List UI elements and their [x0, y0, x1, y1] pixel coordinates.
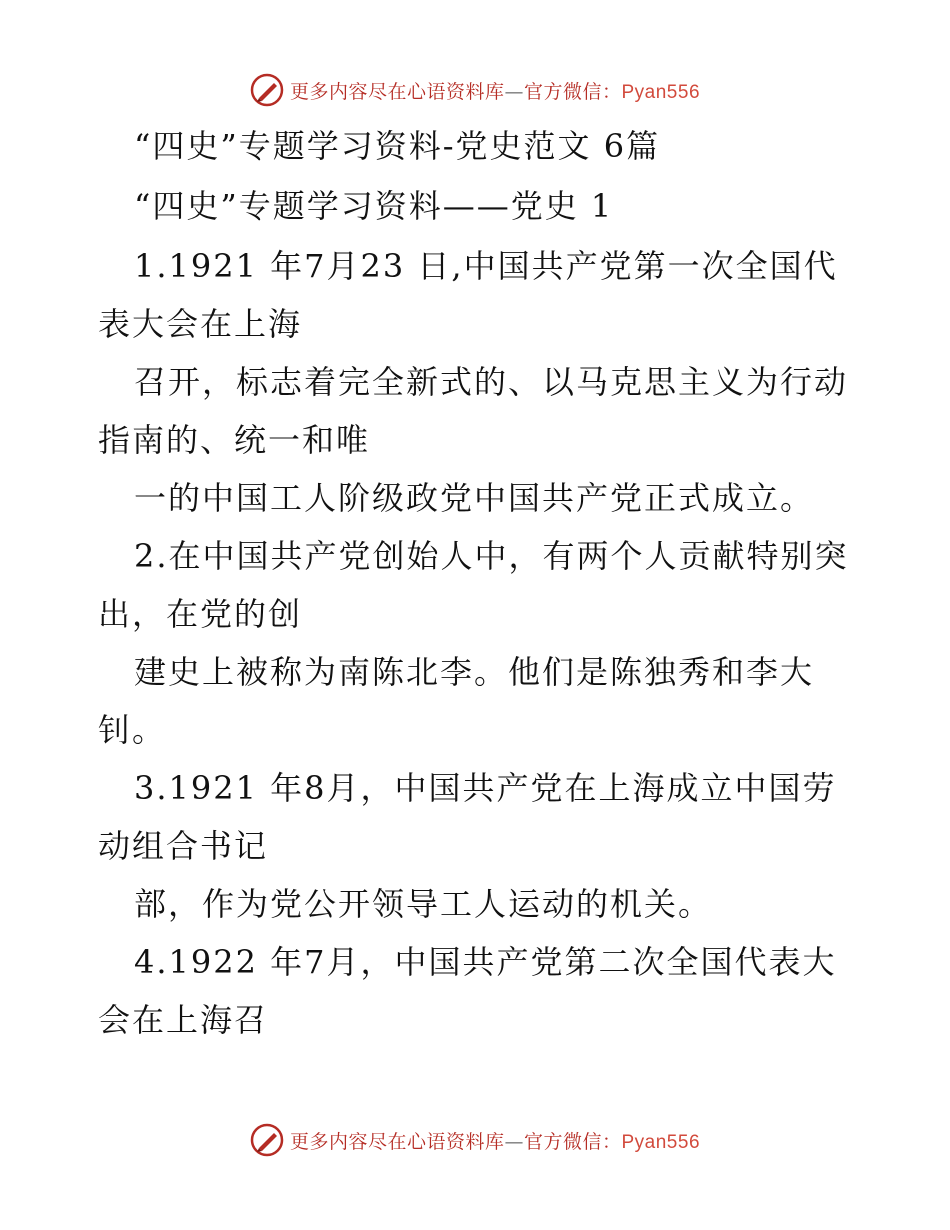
- document-subtitle: “四史”专题学习资料——党史 1: [134, 187, 614, 225]
- paragraph-line: 表大会在上海: [98, 305, 303, 343]
- red-pen-seal-icon: [250, 1123, 284, 1157]
- paragraph-line: 4.1922 年7月，中国共产党第二次全国代表大: [134, 943, 837, 981]
- paragraph-line: 出，在党的创: [98, 595, 303, 633]
- document-title: “四史”专题学习资料-党史范文 6篇: [134, 127, 661, 165]
- paragraph-line: 一的中国工人阶级政党中国共产党正式成立。: [134, 479, 815, 517]
- banner-text: 更多内容尽在心语资料库—官方微信：Pyan556: [289, 1130, 701, 1153]
- paragraph-line: 建史上被称为南陈北李。他们是陈独秀和李大: [134, 653, 815, 691]
- paragraph-line: 1.1921 年7月23 日,中国共产党第一次全国代: [134, 247, 838, 285]
- footer-banner: [0, 1120, 950, 1160]
- paragraph-line: 指南的、统一和唯: [98, 421, 371, 459]
- paragraph-line: 部，作为党公开领导工人运动的机关。: [134, 885, 713, 923]
- banner-text: 更多内容尽在心语资料库—官方微信：Pyan556: [289, 80, 701, 103]
- paragraph-line: 动组合书记: [98, 827, 269, 865]
- paragraph-line: 会在上海召: [98, 1001, 269, 1039]
- paragraph-line: 2.在中国共产党创始人中，有两个人贡献特别突: [134, 537, 849, 575]
- paragraph-line: 3.1921 年8月，中国共产党在上海成立中国劳: [134, 769, 837, 807]
- paragraph-line: 召开，标志着完全新式的、以马克思主义为行动: [134, 363, 849, 401]
- paragraph-line: 钊。: [98, 711, 167, 749]
